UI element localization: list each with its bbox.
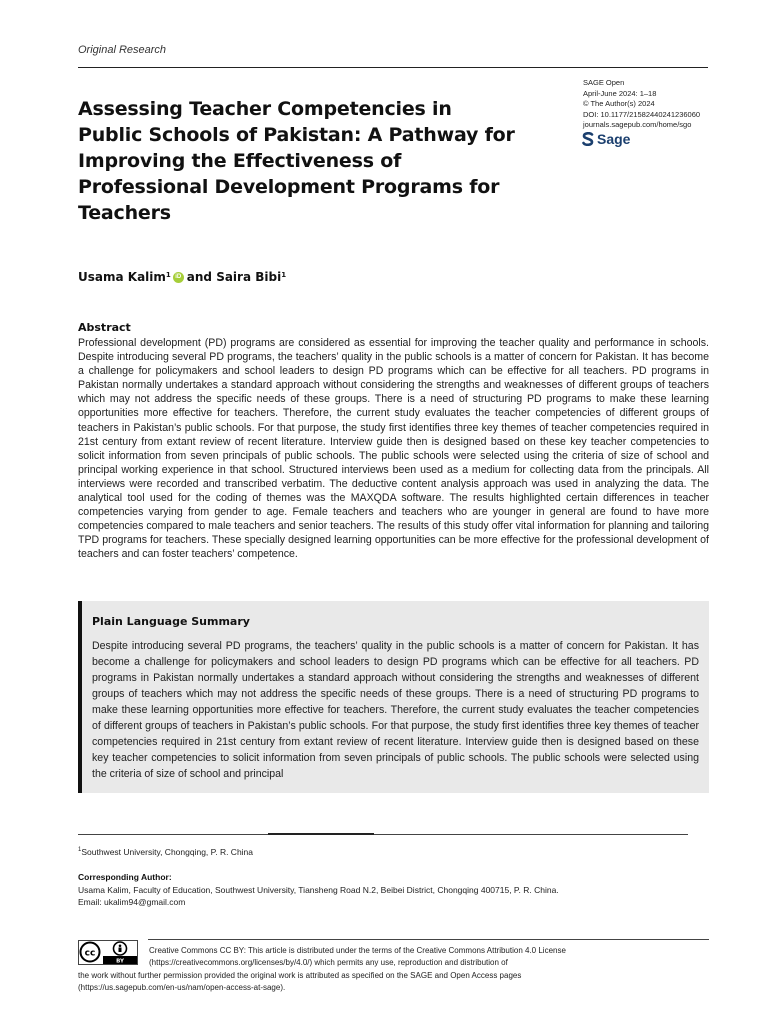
author-affiliation-sup: 1 [281,271,287,279]
journal-issue: April-June 2024: 1–18 [583,88,657,98]
abstract-text: Professional development (PD) programs are considered as essential for improving the teacher quality and performance in schools. Despite introducing several PD programs, the teachers’ quality in the public schools is a matter of concern for Pakistan. It has become a challenge for policymakers and school leaders to design PD programs which can be effective for all teachers. PD programs in Pakistan normally undertakes a standard approach without considering the strengths and weaknesses of different groups of teachers which may not address the specific needs of these groups. There is a need of structuring PD programs to make these learning opportunities more effective for teachers. Therefore, the current study evaluates the teacher competencies of different groups of teachers in Pakistan’s public schools. For that purpose, the study first identifies three key themes of teacher competencies required in 21st century from extant review of recent literature. Interview guide then is designed based on these key teacher competencies to solicit information from seven principals of public schools. The public schools were selected using the criteria of size of school and principal working experience in that school. Structured interviews been used as a medium for collecting data from the principals. All interviews were recorded and transcribed verbatim. The deductive content analysis approach was used in analyzing the data. The analytical tool used for the coding of themes was the MAXQDA software. The results highlighted certain differences in teacher competencies varying from gender to age. Female teachers and teachers who are younger in general are found to have more competencies compared to male teachers and senior teachers. The results of this study offer vital information for planning and tailoring TPD programs for teachers. These specially designed learning opportunities can be more effective for the professional development of teachers and can foster teachers’ competence. [78,337,709,561]
author-line [78,270,286,284]
journal-copyright: © The Author(s) 2024 [583,99,655,108]
journal-doi[interactable]: DOI: 10.1177/21582440241236060 [583,109,701,119]
author-conjunction: and [186,270,212,284]
corresponding-address: Usama Kalim, Faculty of Education, Southwest University, Tiansheng Road N.2, Beibei District, Chongqing 400715, P. R. China. [78,885,559,895]
plain-language-summary [78,601,709,793]
journal-url[interactable]: journals.sagepub.com/home/sgo [583,120,692,129]
footnote-divider [78,834,688,835]
affiliation-footnote [78,847,253,857]
license-line: Creative Commons CC BY: This article is distributed under the terms of the Creative Commons Attribution 4.0 License [149,946,566,955]
corresponding-author [78,884,559,908]
summary-heading: Plain Language Summary [92,615,250,628]
license-line[interactable]: (https://creativecommons.org/licenses/by/4.0/) which permits any use, reproduction and distribution of [149,958,508,968]
footnote-divider-accent [268,833,374,835]
affiliation-sup: 1 [78,847,82,854]
orcid-icon[interactable]: iD [173,272,184,283]
license-divider [148,939,709,940]
sage-logo-text: Sage [597,131,631,147]
article-title: Assessing Teacher Competencies in Public Schools of Pakistan: A Pathway for Improving the Effectiveness of Professional Development Programs for Teachers [78,98,515,224]
sage-s-icon [582,132,594,146]
license-text [78,945,698,994]
license-line[interactable]: (https://us.sagepub.com/en-us/nam/open-access-at-sage). [78,982,286,992]
top-rule [78,67,708,68]
by-label: BY [116,958,124,964]
svg-text:cc: cc [84,948,96,959]
journal-name: SAGE Open [583,78,625,87]
license-line: the work without further permission provided the original work is attributed as specified on the SAGE and Open Access pages [78,970,522,980]
journal-info [583,78,700,131]
author-name[interactable]: Usama Kalim [78,270,166,284]
sage-logo [582,131,630,147]
summary-text: Despite introducing several PD programs, the teachers’ quality in the public schools is a matter of concern for Pakistan. It has become a challenge for policymakers and school leaders to design PD programs which can be effective for all teachers. PD programs in Pakistan normally undertakes a standard approach without considering the strengths and weaknesses of different groups of teachers which may not address the specific needs of these groups. There is a need of structuring PD programs to make these learning opportunities more effective for teachers. Therefore, the current study evaluates the teacher competencies of different groups of teachers in Pakistan’s public schools. For that purpose, the study first identifies three key themes of teacher competencies required in 21st century from extant review of recent literature. Interview guide then is designed based on these key teacher competencies to solicit information from seven principals of public schools. The public schools were selected using the criteria of size of school and principal [92,640,699,780]
abstract-heading: Abstract [78,321,131,334]
author-affiliation-sup: 1 [165,271,171,279]
section-label: Original Research [78,44,167,56]
corresponding-email[interactable]: Email: ukalim94@gmail.com [78,897,186,907]
affiliation-text: Southwest University, Chongqing, P. R. China [81,847,254,857]
corresponding-heading: Corresponding Author: [78,872,172,882]
author-name[interactable]: Saira Bibi [216,270,282,284]
